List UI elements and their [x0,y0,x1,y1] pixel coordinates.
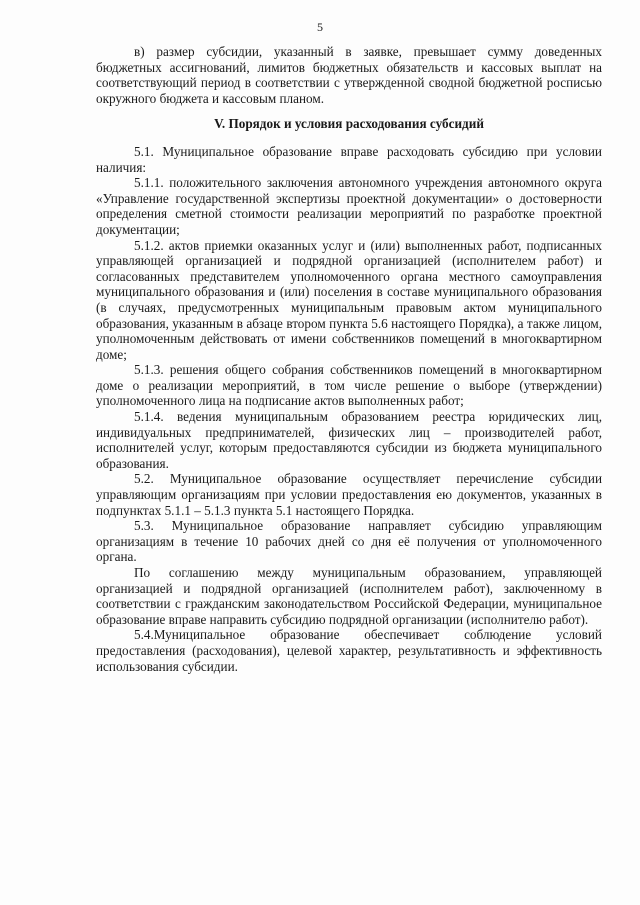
section-heading: V. Порядок и условия расходования субсидий [214,116,484,132]
paragraph-5-1-1: 5.1.1. положительного заключения автономного учреждения автономного округа «Управление государственной экспертизы проектной документации» о достоверности определения сметной стоимости реализации мероприятий по разработке проектной документации; [96,175,602,237]
page-number: 5 [317,20,323,34]
paragraph-agreement: По соглашению между муниципальным образованием, управляющей организацией и подрядной организацией (исполнителем работ), заключенному в соответствии с гражданским законодательством Российской Федерации, муниципальное образование вправе направить субсидию подрядной организации (исполнителю работ). [96,565,602,627]
paragraph-5-1: 5.1. Муниципальное образование вправе расходовать субсидию при условии наличия: [96,143,602,175]
document-body [96,44,602,674]
paragraph-5-3: 5.3. Муниципальное образование направляет субсидию управляющим организациям в течение 10 рабочих дней со дня её получения от уполномоченного органа. [96,518,602,565]
paragraph-5-1-2: 5.1.2. актов приемки оказанных услуг и (или) выполненных работ, подписанных управляющей организацией и подрядной организацией (исполнителем работ) и согласованных представителем уполномоченного органа местного самоуправления муниципального образования и (или) поселения в составе муниципального образования (в случаях, предусмотренных муниципальным правовым актом муниципального образования, указанным в абзаце втором пункта 5.6 настоящего Порядка), а также лицом, уполномоченным действовать от имени собственников помещений в многоквартирном доме; [96,237,602,362]
intro-paragraph: в) размер субсидии, указанный в заявке, превышает сумму доведенных бюджетных ассигнований, лимитов бюджетных обязательств и кассовых выплат на соответствующий период в соответствии с утвержденной сводной бюджетной росписью окружного бюджета и кассовым планом. [96,44,602,106]
paragraph-5-1-4: 5.1.4. ведения муниципальным образованием реестра юридических лиц, индивидуальных предпринимателей, физических лиц – производителей работ, исполнителей услуг, которым предоставляются субсидии из бюджета муниципального образования. [96,409,602,471]
paragraph-5-2: 5.2. Муниципальное образование осуществляет перечисление субсидии управляющим организациям при условии предоставления ею документов, указанных в подпунктах 5.1.1 – 5.1.3 пункта 5.1 настоящего Порядка. [96,471,602,518]
paragraph-5-4: 5.4.Муниципальное образование обеспечивает соблюдение условий предоставления (расходования), целевой характер, результативность и эффективность использования субсидии. [96,627,602,674]
paragraph-5-1-3: 5.1.3. решения общего собрания собственников помещений в многоквартирном доме о реализации мероприятий, в том числе решение о выборе (утверждении) уполномоченного лица на подписание актов выполненных работ; [96,362,602,409]
